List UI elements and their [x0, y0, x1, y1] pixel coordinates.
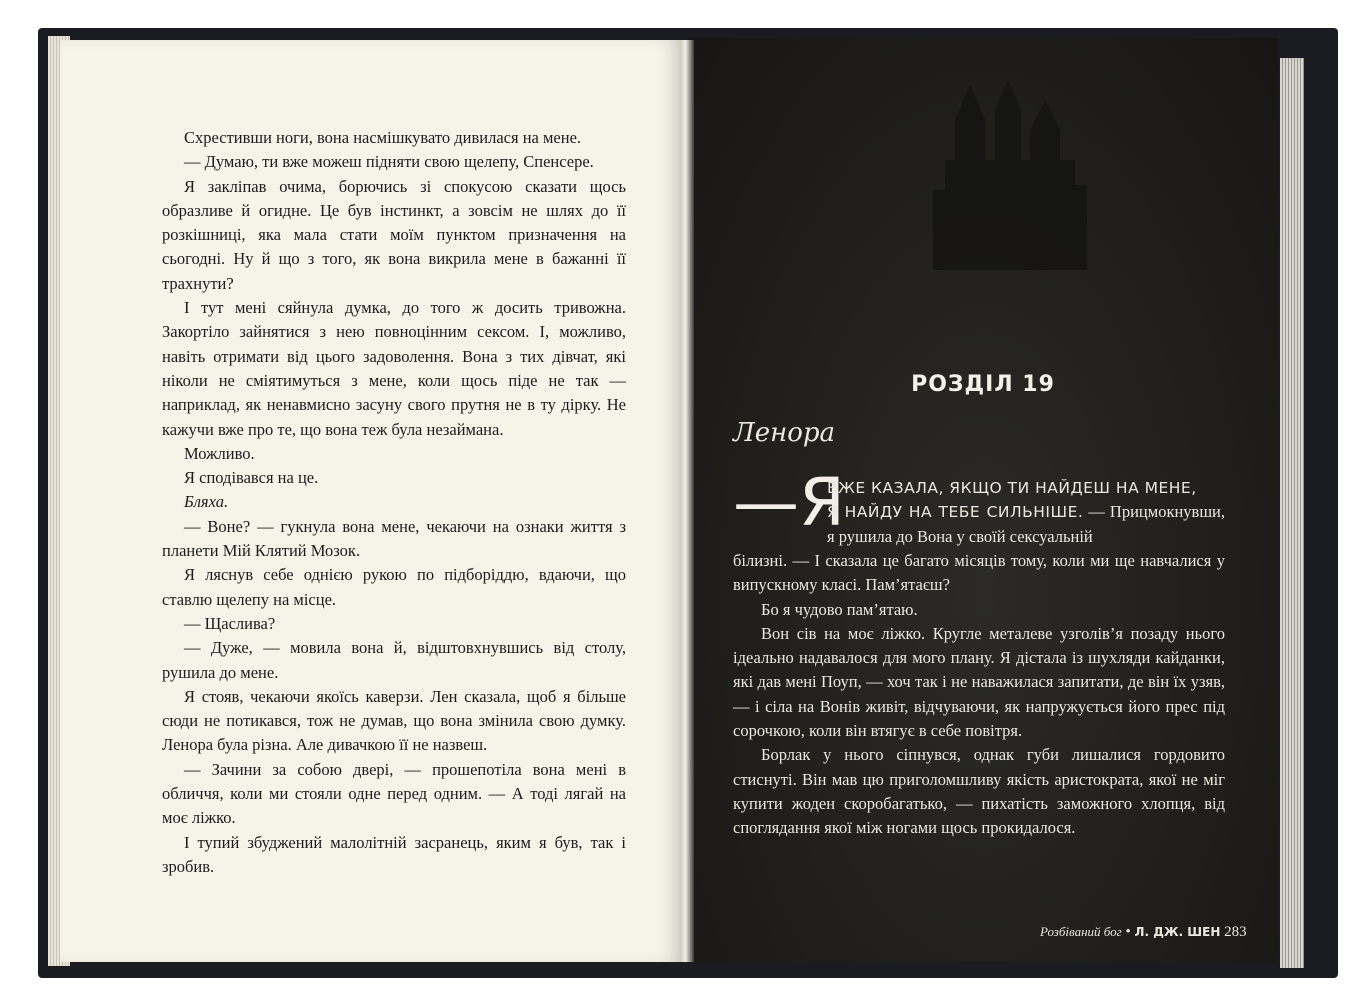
paragraph: Я стояв, чекаючи якоїсь каверзи. Лен сказала, щоб я більше сюди не потикався, тож не думав, що вона змінила свою думку. Ленора була різна. Але дивачкою її не назвеш.: [162, 686, 626, 755]
paragraph: — Думаю, ти вже можеш підняти свою щелепу, Спенсере.: [184, 152, 594, 172]
paragraph: Я сподівався на це.: [184, 468, 319, 488]
paragraph: — Дуже, — мовила вона й, відштовхнувшись від столу, рушила до мене.: [162, 638, 626, 682]
chapter-title: РОЗДІЛ 19: [911, 372, 1055, 397]
paragraph: І тупий збуджений малолітній засранець, яким я був, так і зробив.: [162, 832, 626, 876]
paragraph: Можливо.: [184, 443, 255, 463]
paragraph: Вон сів на моє ліжко. Кругле металеве узголів’я позаду нього ідеально надавалося для мого плану. Я дістала із шухляди кайданки, які дав мені Поуп, — хоч так і не наважилася запитати, де він їх узяв, — і сіла на Вонів живіт, відчуваючи, як напружується його прес під сорочкою, коли він втягує в себе повітря.: [733, 623, 1225, 741]
paragraph: Схрестивши ноги, вона насмішкувато дивилася на мене.: [184, 128, 582, 147]
page-edges-right: [1280, 58, 1304, 968]
paragraph: Борлак у нього сіпнувся, однак губи лишалися гордовито стиснуті. Він мав цю приголомшливу якість аристократа, якої не міг купити жоден скоробагатько, — пихатість заможного хлопця, від споглядання якої між ногами щось прокидалося.: [733, 745, 1225, 838]
paragraph: Я ляснув себе однією рукою по підборіддю, вдаючи, що ставлю щелепу на місце.: [162, 565, 626, 609]
drop-cap: —Я: [733, 464, 845, 541]
paragraph: І тут мені сяйнула думка, до того ж досить тривожна. Закортіло зайнятися з нею повноцінним сексом. І, можливо, навіть отримати від цього задоволення. Вона з тих дівчат, які ніколи не сміятимуться з мене, коли щось піде не так — наприклад, як ненавмисно засуну свого прутня не в ту дірку. Не кажучи вже про те, що вона теж була незаймана.: [162, 298, 626, 439]
left-page-text: [162, 126, 626, 879]
footer-separator: •: [1125, 924, 1131, 940]
lead-paragraph: [827, 476, 1225, 549]
footer-author: Л. ДЖ. ШЕН: [1134, 925, 1221, 939]
page-number: 283: [1224, 924, 1247, 940]
paragraph: — Воне? — гукнула вона мене, чекаючи на ознаки життя з планети Мій Клятий Мозок.: [162, 516, 626, 561]
paragraph: Я закліпав очима, борючись зі спокусою сказати щось образливе й огидне. Це був інстинкт, а зовсім не шлях до її розкішниці, яка мала стати моїм пунктом призначення на сьогодні. Ну й що з того, як вона викрила мене в бажанні її трахнути?: [162, 176, 626, 293]
narrator-name: Ленора: [733, 418, 836, 448]
paragraph: — Щаслива?: [184, 613, 276, 633]
paragraph: Бо я чудово пам’ятаю.: [761, 599, 918, 619]
footer-book-title: Розбіваний бог: [1040, 924, 1122, 939]
paragraph: білизні. — І сказала це багато місяців тому, коли ми ще навчалися у випускному класі. Пам’ятаєш?: [733, 551, 1225, 595]
lead-caps-line: ВЖЕ КАЗАЛА, ЯКЩО ТИ НАЙДЕШ НА МЕНЕ,: [827, 479, 1197, 497]
right-page-text: [733, 549, 1225, 841]
page-footer: [1040, 924, 1247, 941]
paragraph: — Зачини за собою двері, — прошепотіла вона мені в обличчя, коли ми стояли одне перед одним. — А тоді лягай на моє ліжко.: [162, 759, 626, 828]
lead-text: — Прицмокнувши, я рушила до Вона у своїй сексуальній: [827, 502, 1225, 546]
lead-caps-line: Я НАЙДУ НА ТЕБЕ СИЛЬНІШЕ.: [827, 503, 1084, 522]
book-gutter: [680, 40, 694, 962]
paragraph: Бляха.: [184, 492, 229, 512]
castle-illustration: [925, 80, 1095, 270]
